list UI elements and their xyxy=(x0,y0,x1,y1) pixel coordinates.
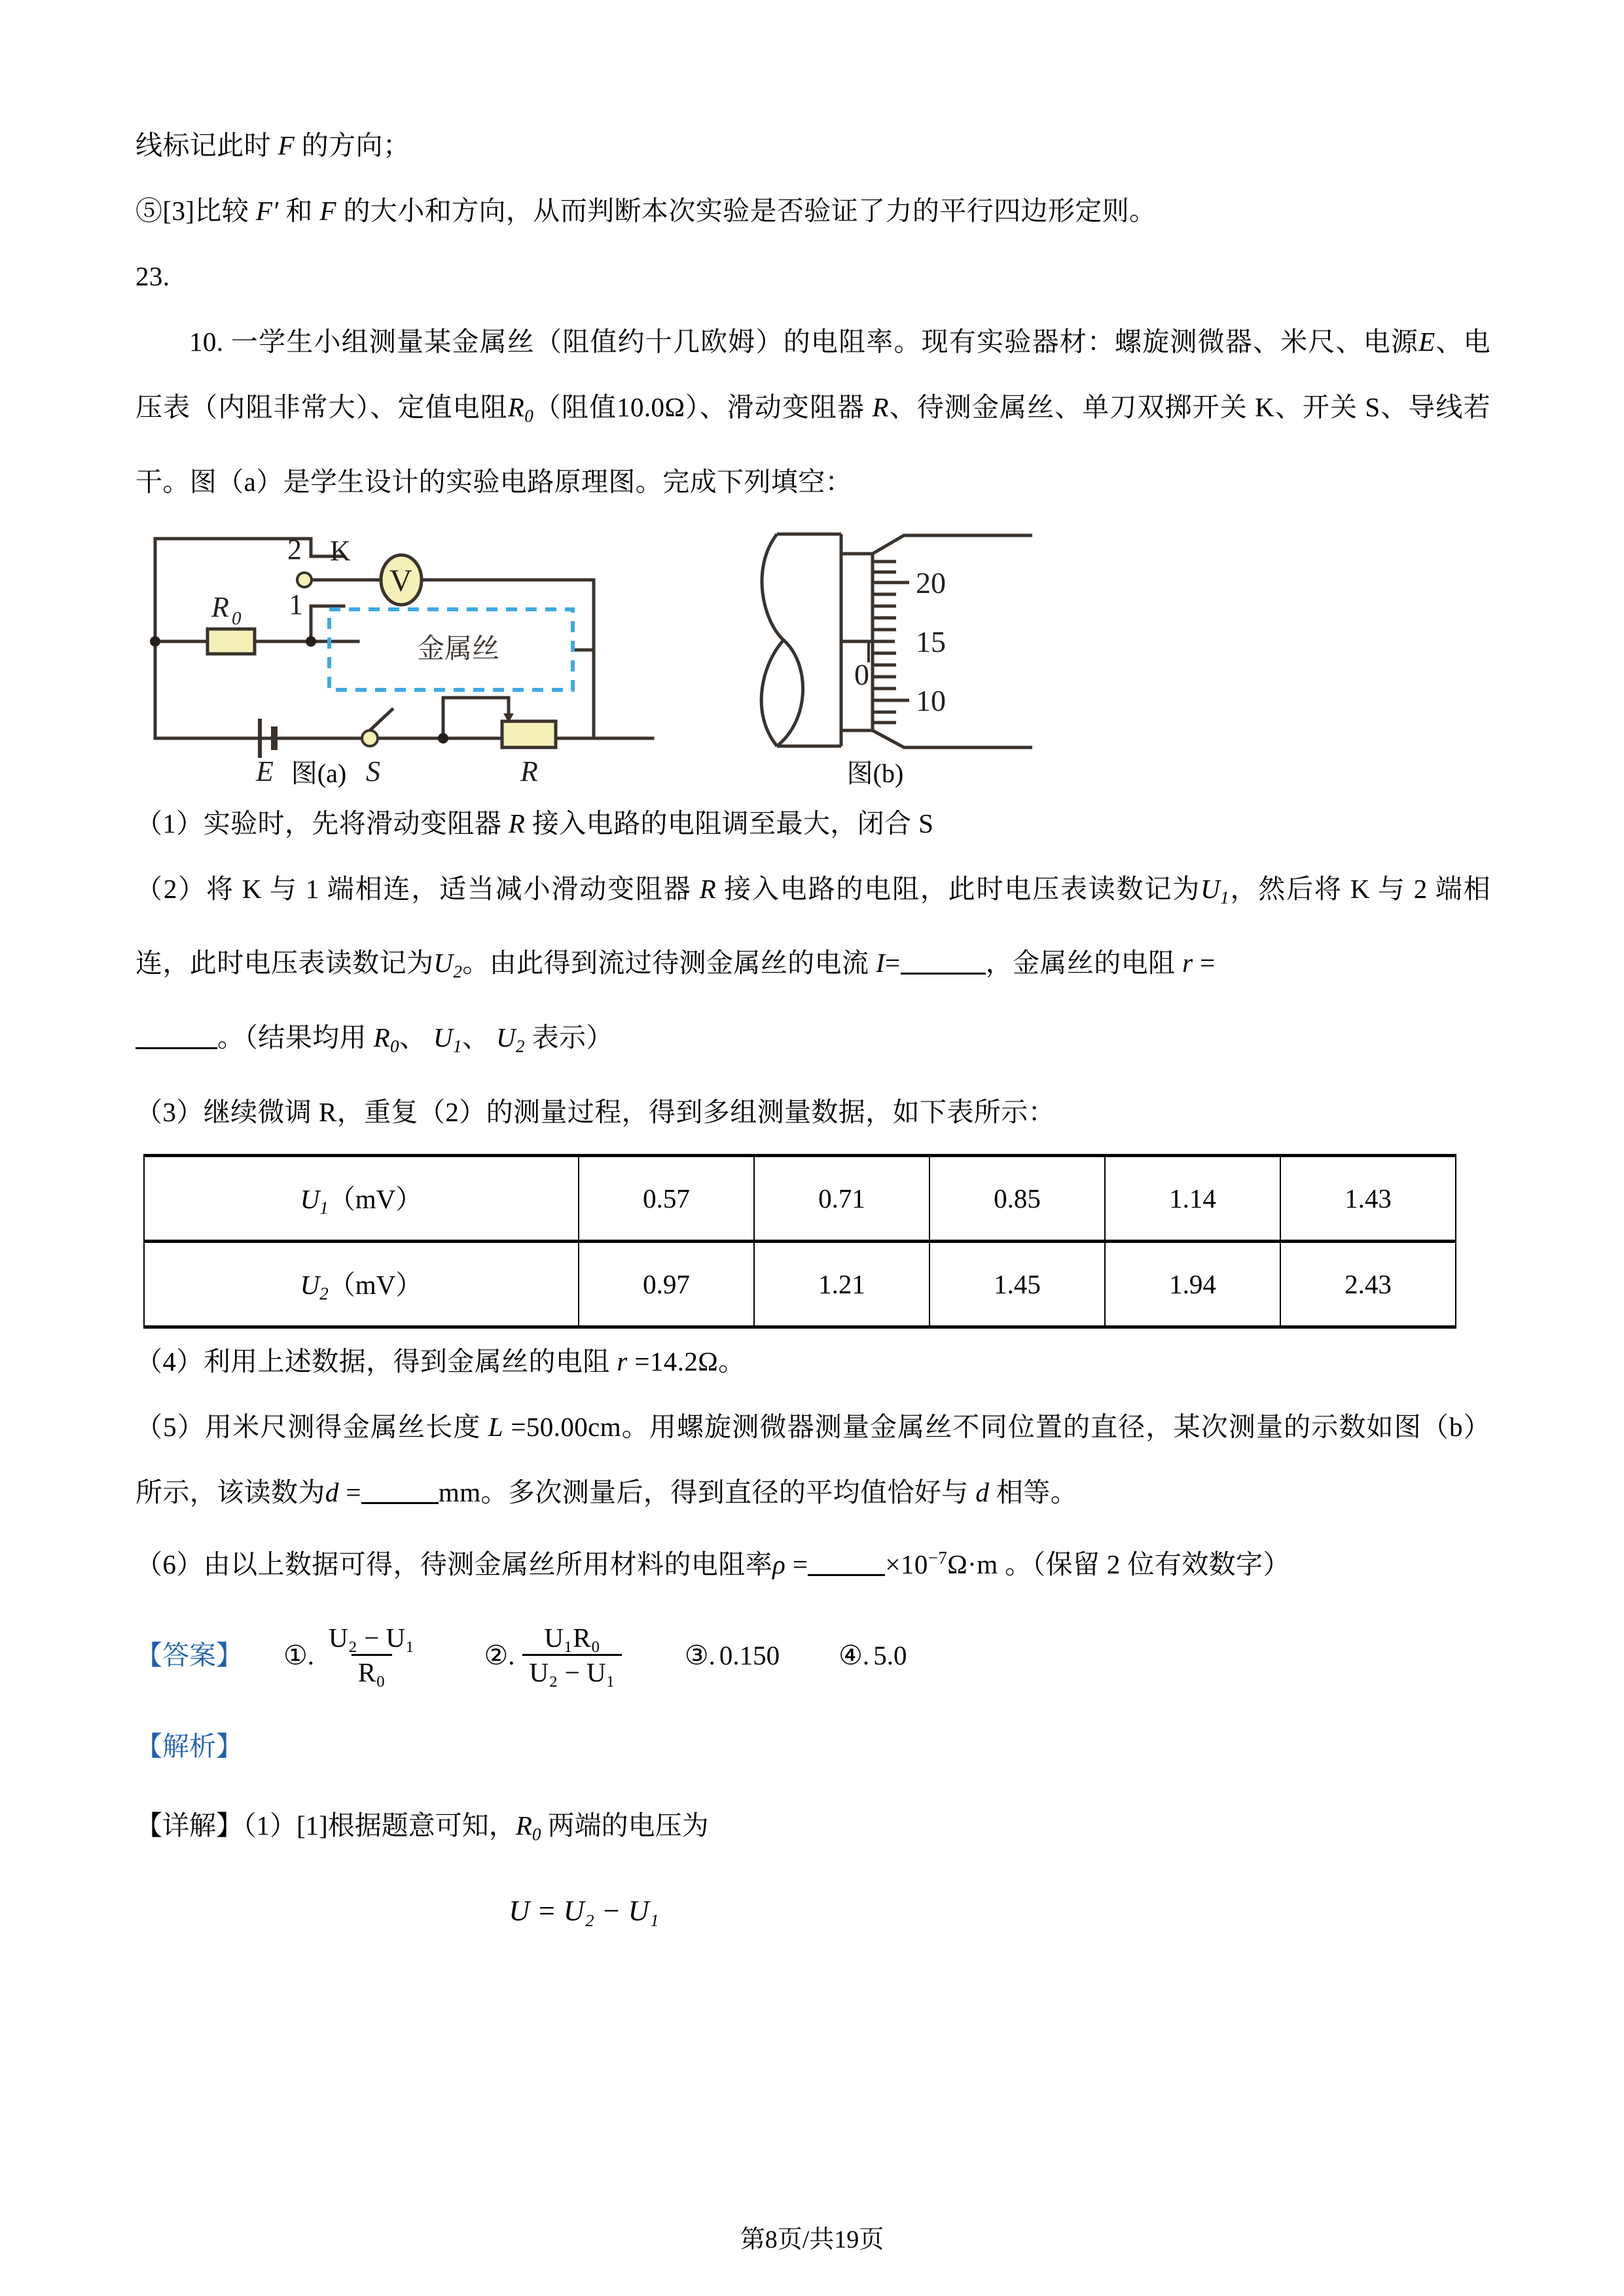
row2-unit: （mV） xyxy=(328,1270,423,1300)
page-content xyxy=(135,0,1490,1928)
micrometer-tick-20: 20 xyxy=(916,565,946,600)
stem-var-R0-sub: 0 xyxy=(524,406,534,426)
answer-value-4: 5.0 xyxy=(873,1640,907,1671)
cont-line1-pre: 线标记此时 xyxy=(135,130,278,160)
item2-v6-sub: 0 xyxy=(390,1036,399,1056)
analysis-equation xyxy=(135,1894,1490,1928)
figure-b-caption: 图(b) xyxy=(846,758,904,788)
table-row xyxy=(144,1241,1456,1327)
item4-label: （4） xyxy=(135,1346,204,1376)
row2-label-sub: 2 xyxy=(319,1283,329,1304)
item2-t11: 表示） xyxy=(524,1022,613,1052)
item2-v7: U xyxy=(433,1022,454,1052)
switch-S-pivot xyxy=(362,730,378,746)
question-marker-23: 23. xyxy=(135,261,170,291)
item4-t2: =14.2Ω。 xyxy=(627,1346,746,1376)
stem-part-4: 、待测金属丝、单刀双掷开关 K、开关 S、导线若干。图（a）是学生设计的实验电路原理图。完成下列填空： xyxy=(135,392,1490,497)
item2-v2-sub: 1 xyxy=(1220,888,1230,908)
equation-text: U = U₂ − U₁ xyxy=(509,1894,659,1927)
table-cell: 1.94 xyxy=(1105,1241,1280,1327)
circuit-diagram-figure-a xyxy=(135,522,653,791)
micrometer-figure-b xyxy=(744,522,1032,791)
item5-v2: d xyxy=(325,1477,339,1507)
item2-v6: R xyxy=(373,1022,391,1052)
detail-tag: 【详解】 xyxy=(135,1810,243,1841)
item6-t3: ×10 xyxy=(885,1549,928,1579)
answer-blank-resistivity[interactable] xyxy=(808,1574,885,1576)
item2-t4: 。由此得到流过待测金属丝的电流 xyxy=(462,948,876,978)
table-cell: 1.21 xyxy=(754,1241,929,1327)
measurement-data-table xyxy=(143,1154,1456,1329)
item6-t2: = xyxy=(785,1549,808,1579)
answer-marker-1: ①. xyxy=(283,1640,315,1671)
answer-item-4 xyxy=(839,1632,907,1678)
item6-t4: Ω·m 。（保留 2 位有效数字） xyxy=(947,1549,1290,1579)
answer-fraction-2-numerator: U₁R₀ xyxy=(544,1622,600,1653)
cont-line2-post: 的大小和方向，从而判断本次实验是否验证了力的平行四边形定则。 xyxy=(336,196,1157,226)
item2-v2: U xyxy=(1200,873,1221,904)
item1-text-pre: 实验时，先将滑动变阻器 xyxy=(203,808,509,838)
label-terminal-1: 1 xyxy=(289,588,303,620)
page-footer: 第8页/共19页 xyxy=(740,2226,884,2253)
rheostat-R-body xyxy=(502,721,556,747)
item2-v8: U xyxy=(496,1022,516,1052)
item2-v1: R xyxy=(699,873,717,904)
item2-v3: U xyxy=(433,948,454,978)
item2-label: （2） xyxy=(135,873,206,904)
label-switch-S: S xyxy=(366,755,380,787)
analysis-detail xyxy=(135,1796,1490,1864)
switch-K-pivot xyxy=(297,573,312,587)
resistor-R0-body xyxy=(208,629,255,654)
item2-t1: 将 K 与 1 端相连，适当减小滑动变阻器 xyxy=(206,873,700,904)
question-item-2 xyxy=(135,856,1490,1005)
table-cell: 1.45 xyxy=(929,1241,1105,1327)
table-cell: 0.71 xyxy=(754,1155,929,1241)
label-switch-K: K xyxy=(330,534,351,567)
label-battery-E: E xyxy=(256,755,274,787)
label-terminal-2: 2 xyxy=(287,533,302,565)
node-dot-rheostat xyxy=(438,733,448,744)
continuation-line-1 xyxy=(135,0,1490,178)
label-R0: R xyxy=(211,590,229,623)
item2-t6: ，金属丝的电阻 xyxy=(985,948,1183,978)
table-cell: 0.97 xyxy=(579,1241,754,1327)
item2-t7: = xyxy=(1193,948,1216,978)
label-metal-wire: 金属丝 xyxy=(417,632,500,664)
answer-item-3 xyxy=(685,1632,780,1678)
cont-line2-pre: ⑤[3]比较 xyxy=(135,196,256,226)
item2-t2: 接入电路的电阻，此时电压表读数记为 xyxy=(716,873,1201,904)
figure-a-caption: 图(a) xyxy=(291,758,347,788)
cont-line2-var1: F′ xyxy=(255,196,279,226)
detail-var-R0-sub: 0 xyxy=(532,1824,541,1844)
answer-fraction-2 xyxy=(522,1623,621,1689)
row1-unit: （mV） xyxy=(328,1184,423,1215)
cont-line2-mid: 和 xyxy=(278,196,320,226)
stem-var-E: E xyxy=(1418,327,1435,357)
item5-v3: d xyxy=(975,1477,990,1507)
table-row-label-U1 xyxy=(144,1155,579,1241)
cont-line1-var: F xyxy=(278,130,295,160)
detail-var-R0: R xyxy=(515,1810,532,1841)
question-stem xyxy=(135,309,1490,514)
table-cell: 0.57 xyxy=(579,1155,754,1241)
item2-v4: I xyxy=(876,948,886,978)
table-row xyxy=(144,1155,1456,1241)
stem-part-3: （阻值10.0Ω）、滑动变阻器 xyxy=(533,392,873,422)
figures-row xyxy=(135,522,1490,791)
item4-v1: r xyxy=(617,1346,628,1376)
item2-t9: 、 xyxy=(399,1022,434,1052)
answer-blank-resistance[interactable] xyxy=(135,1047,217,1049)
stem-var-R: R xyxy=(872,392,889,422)
item2-t3: ，然后将 K 与 2 端相连，此时电压表读数记为 xyxy=(135,873,1490,978)
question-item-4 xyxy=(135,1329,1490,1394)
item5-t4: mm。多次测量后，得到直径的平均值恰好与 xyxy=(438,1477,976,1507)
answer-item-1 xyxy=(283,1623,425,1689)
answer-fraction-2-denominator: U₂ − U₁ xyxy=(522,1654,621,1688)
item2-t10: 、 xyxy=(461,1022,497,1052)
item6-v1: ρ xyxy=(772,1549,786,1579)
answer-fraction-1-numerator: U₂ − U₁ xyxy=(329,1622,415,1653)
node-dot-terminal1 xyxy=(306,636,316,647)
table-cell: 0.85 xyxy=(929,1155,1105,1241)
answer-marker-2: ②. xyxy=(484,1640,515,1671)
item5-v1: L xyxy=(488,1411,503,1442)
continuation-line-2 xyxy=(135,178,1490,243)
answer-value-3: 0.150 xyxy=(719,1640,780,1671)
item4-t1: 利用上述数据，得到金属丝的电阻 xyxy=(203,1346,617,1376)
row2-label-var: U xyxy=(300,1270,320,1300)
question-item-5 xyxy=(135,1394,1490,1525)
answer-tag: 【答案】 xyxy=(135,1640,243,1671)
question-item-1 xyxy=(135,791,1490,856)
item1-label: （1） xyxy=(135,808,204,838)
table-cell: 1.14 xyxy=(1105,1155,1280,1241)
micrometer-tick-10: 10 xyxy=(916,683,946,717)
answer-marker-4: ④. xyxy=(839,1640,870,1671)
item5-t5: 相等。 xyxy=(989,1477,1078,1507)
item5-label: （5） xyxy=(135,1411,205,1442)
item1-var-R: R xyxy=(508,808,526,838)
table-cell: 2.43 xyxy=(1280,1241,1456,1327)
answer-marker-3: ③. xyxy=(684,1640,715,1671)
cont-line2-var2: F xyxy=(319,196,336,226)
cont-line1-post: 的方向； xyxy=(295,130,410,160)
label-voltmeter-V: V xyxy=(389,563,412,598)
analysis-tag: 【解析】 xyxy=(135,1731,243,1762)
micrometer-tick-15: 15 xyxy=(916,624,946,658)
label-rheostat-R: R xyxy=(520,755,538,787)
row1-label-sub: 1 xyxy=(319,1198,329,1218)
answer-row xyxy=(135,1623,1490,1689)
item3-text: 继续微调 R，重复（2）的测量过程，得到多组测量数据，如下表所示： xyxy=(203,1096,1055,1127)
answer-fraction-1 xyxy=(322,1623,421,1689)
table-row-label-U2 xyxy=(144,1241,579,1327)
question-number: 10. xyxy=(189,327,224,357)
item5-t3: = xyxy=(338,1477,361,1507)
stem-part-2: 、电压表（内阻非常大）、定值电阻 xyxy=(135,327,1490,422)
item5-t2: =50.00cm。用螺旋测微器测量金属丝不同位置的直径，某次测量的示数如图（b）所示，该读数为 xyxy=(135,1411,1491,1507)
item6-label: （6） xyxy=(135,1549,204,1579)
answer-item-2 xyxy=(484,1623,625,1689)
item2-t8: 。（结果均用 xyxy=(217,1022,374,1052)
detail-text-post: 两端的电压为 xyxy=(541,1810,709,1841)
question-item-6 xyxy=(135,1525,1490,1597)
item6-exponent: −7 xyxy=(928,1547,948,1568)
table-cell: 1.43 xyxy=(1280,1155,1456,1241)
item6-t1: 由以上数据可得，待测金属丝所用材料的电阻率 xyxy=(203,1549,773,1579)
question-item-2-cont xyxy=(135,1005,1490,1079)
item1-text-post: 接入电路的电阻调至最大，闭合 S xyxy=(525,808,934,838)
item2-v8-sub: 2 xyxy=(516,1036,525,1056)
row1-label-var: U xyxy=(300,1184,320,1215)
item2-v3-sub: 2 xyxy=(453,961,463,982)
detail-text-pre: （1）[1]根据题意可知， xyxy=(243,1810,516,1841)
item3-label: （3） xyxy=(135,1096,204,1127)
answer-blank-current[interactable] xyxy=(901,973,986,975)
node-dot-left xyxy=(150,636,160,647)
stem-var-R0: R xyxy=(507,392,525,422)
item2-t5: = xyxy=(885,948,901,978)
label-R0-sub: 0 xyxy=(232,607,242,629)
answer-fraction-1-denominator: R₀ xyxy=(352,1654,392,1688)
micrometer-sleeve-zero: 0 xyxy=(854,657,869,691)
question-item-3 xyxy=(135,1079,1490,1145)
answer-blank-diameter[interactable] xyxy=(361,1502,439,1504)
micrometer-svg xyxy=(744,522,1032,758)
item5-t1: 用米尺测得金属丝长度 xyxy=(204,1411,488,1442)
item2-v7-sub: 1 xyxy=(453,1036,462,1056)
item2-v5: r xyxy=(1182,948,1193,978)
stem-part-1: 一学生小组测量某金属丝（阻值约十几欧姆）的电阻率。现有实验器材：螺旋测微器、米尺、电源 xyxy=(223,327,1419,357)
